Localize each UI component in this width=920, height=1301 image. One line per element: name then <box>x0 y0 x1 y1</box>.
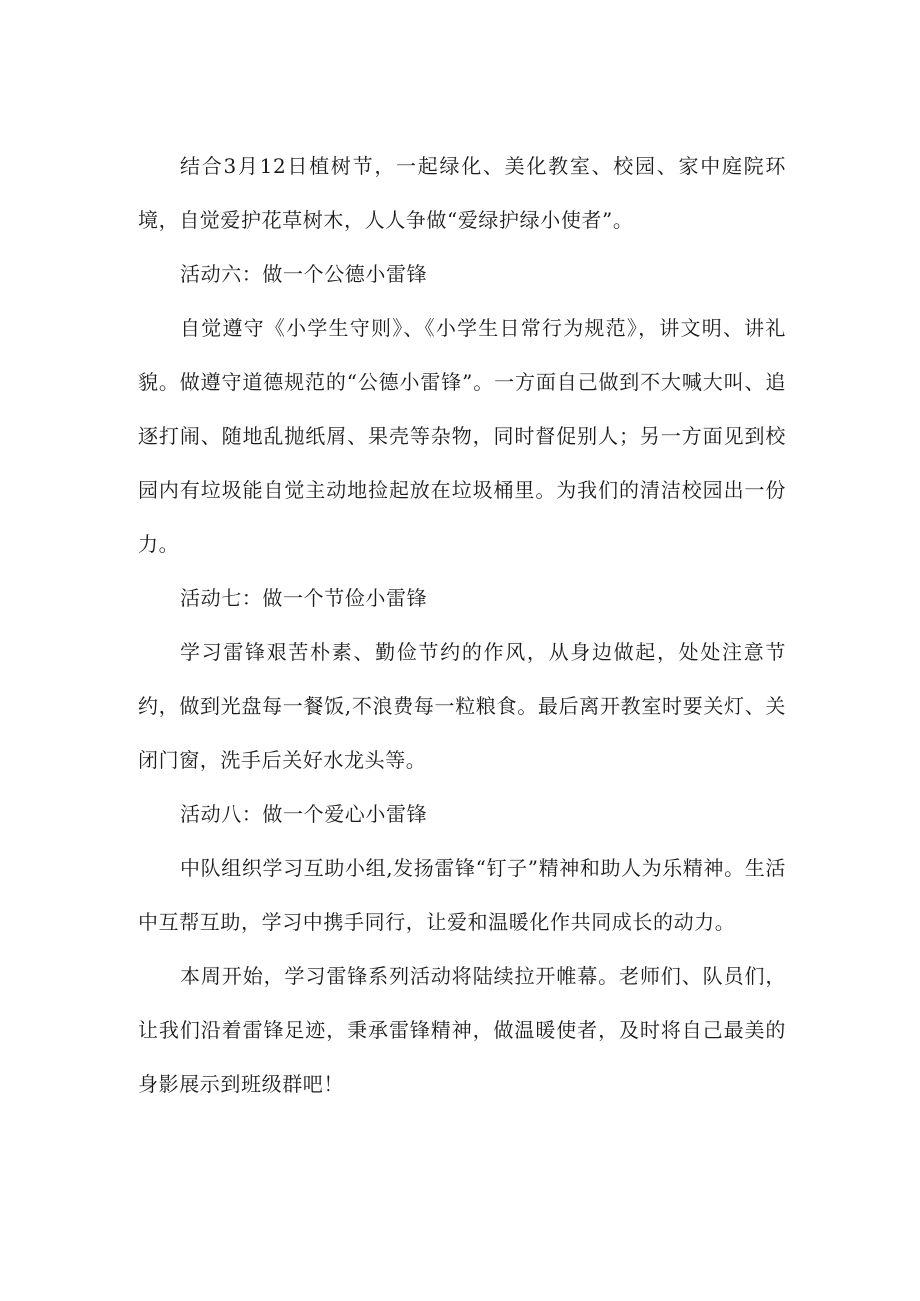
paragraph-activity-seven: 学习雷锋艰苦朴素、勤俭节约的作风，从身边做起，处处注意节约，做到光盘每一餐饭,不浪费每一粒粮食。最后离开教室时要关灯、关闭门窗，洗手后关好水龙头等。 <box>138 640 786 772</box>
paragraph-activity-six: 自觉遵守《小学生守则》、《小学生日常行为规范》，讲文明、讲礼貌。做遵守道德规范的“公德小雷锋”。一方面自己做到不大喊大叫、追逐打闹、随地乱抛纸屑、果壳等杂物，同时督促别人；另一方面见到校园内有垃圾能自觉主动地捡起放在垃圾桶里。为我们的清洁校园出一份力。 <box>138 316 786 556</box>
heading-activity-eight: 活动八：做一个爱心小雷锋 <box>180 802 428 826</box>
paragraph-activity-eight: 中队组织学习互助小组,发扬雷锋“钉子”精神和助人为乐精神。生活中互帮互助，学习中携手同行，让爱和温暖化作共同成长的动力。 <box>138 856 786 934</box>
heading-activity-six: 活动六：做一个公德小雷锋 <box>180 262 428 286</box>
heading-activity-seven: 活动七：做一个节俭小雷锋 <box>180 586 428 610</box>
document-body <box>138 139 786 1111</box>
paragraph-tree-planting: 结合3月12日植树节，一起绿化、美化教室、校园、家中庭院环境，自觉爱护花草树木，人人争做“爱绿护绿小使者”。 <box>138 154 786 232</box>
paragraph-closing: 本周开始，学习雷锋系列活动将陆续拉开帷幕。老师们、队员们，让我们沿着雷锋足迹，秉承雷锋精神，做温暖使者，及时将自己最美的身影展示到班级群吧！ <box>138 964 786 1096</box>
